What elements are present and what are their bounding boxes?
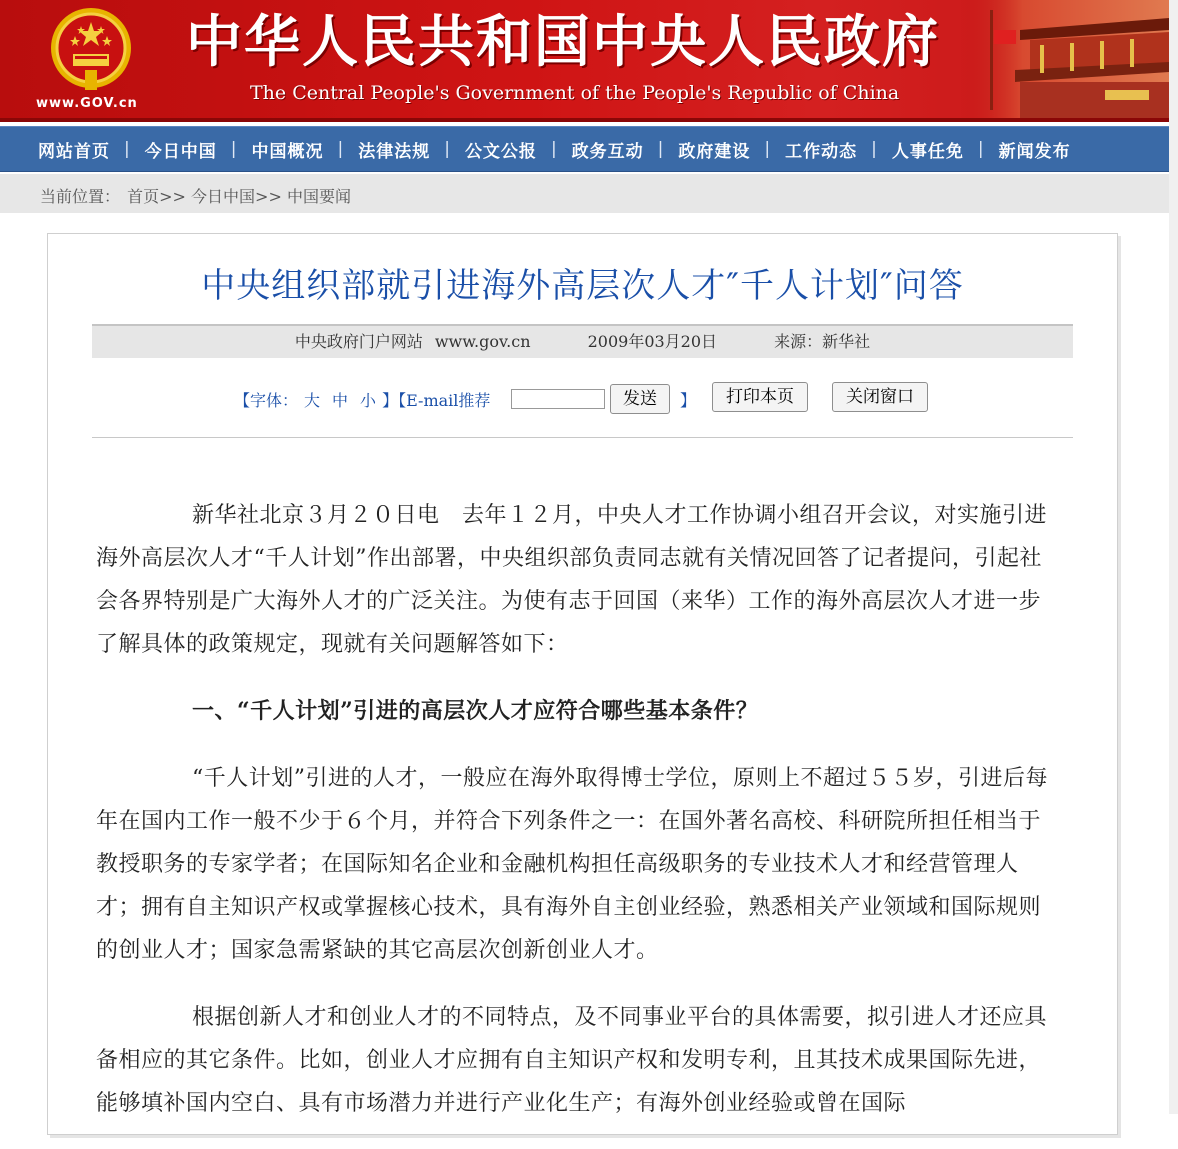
article-title: 中央组织部就引进海外高层次人才″千人计划″问答 (201, 266, 964, 306)
tiananmen-gate-icon (960, 0, 1169, 122)
meta-source: 来源：新华社 (774, 332, 871, 351)
nav-item-work-news[interactable]: 工作动态 | (785, 139, 878, 162)
meta-portal: 中央政府门户网站 (294, 332, 423, 351)
article-box (47, 233, 1118, 1135)
site-title: 中华人民共和国中央人民政府 (186, 10, 940, 75)
breadcrumb-label: 当前位置： (40, 187, 121, 206)
nav-item-documents[interactable]: 公文公报 | (464, 139, 558, 162)
email-input[interactable] (511, 389, 605, 409)
email-recommend-label: 【E-mail推荐 (398, 391, 491, 410)
nav-item-interaction[interactable]: 政务互动 | (571, 139, 665, 162)
font-large-link[interactable]: 大 (304, 391, 321, 410)
breadcrumb-today-china[interactable]: 今日中国>> (191, 187, 282, 206)
article-body (96, 494, 1062, 1149)
font-medium-link[interactable]: 中 (332, 391, 349, 410)
scrollbar-edge (1169, 0, 1178, 1114)
meta-date: 2009年03月20日 (587, 332, 718, 351)
paragraph: “千人计划”引进的人才，一般应在海外取得博士学位，原则上不超过５５岁，引进后每年在国内工作一般不少于６个月，并符合下列条件之一：在国外著名高校、科研院所担任相当于教授职务的专家学者；在国际知名企业和金融机构担任高级职务的专业技术人才和经营管理人才；拥有自主知识产权或掌握核心技术，具有海外自主创业经验，熟悉相关产业领域和国际规则的创业人才；国家急需紧缺的其它高层次创新创业人才。 (96, 766, 1048, 963)
nav-item-today-china[interactable]: 今日中国 | (144, 139, 238, 162)
font-small-link[interactable]: 小 (360, 391, 377, 410)
close-window-button[interactable]: 关闭窗口 (832, 382, 928, 412)
nav-item-home[interactable]: 网站首页 | (38, 139, 131, 162)
breadcrumb-home[interactable]: 首页>> (127, 187, 186, 206)
divider (92, 437, 1073, 438)
site-subtitle: The Central People's Government of the People's Republic of China (250, 82, 900, 104)
nav-item-appointments[interactable]: 人事任免 | (891, 139, 985, 162)
send-button[interactable]: 发送 (610, 384, 670, 414)
site-banner (0, 0, 1169, 122)
nav-item-press[interactable]: 新闻发布 (998, 141, 1071, 162)
nav-item-government[interactable]: 政府建设 | (678, 139, 772, 162)
national-emblem-icon (45, 4, 137, 94)
main-nav (0, 126, 1169, 172)
breadcrumb-china-news[interactable]: 中国要闻 (286, 187, 351, 206)
meta-url: www.gov.cn (434, 332, 531, 351)
section-heading: 一、“千人计划”引进的高层次人才应符合哪些基本条件？ (192, 698, 759, 724)
paragraph: 根据创新人才和创业人才的不同特点，及不同事业平台的具体需要，拟引进人才还应具备相应的其它条件。比如，创业人才应拥有自主知识产权和发明专利，且其技术成果国际先进，能够填补国内空白、具有市场潜力并进行产业化生产；有海外创业经验或曾在国际 (96, 1005, 1048, 1116)
banner-bottom-strip (0, 118, 1169, 122)
site-url: www.GOV.cn (36, 96, 138, 111)
print-page-button[interactable]: 打印本页 (712, 382, 808, 412)
article-tools: 【字体： 大 中 小 】【E-mail推荐 发送 】 打印本页 关闭窗口 (48, 380, 1117, 416)
breadcrumb (0, 174, 1169, 213)
paragraph: 新华社北京３月２０日电 去年１２月，中央人才工作协调小组召开会议，对实施引进海外高层次人才“千人计划”作出部署，中央组织部负责同志就有关情况回答了记者提问，引起社会各界特别是广大海外人才的广泛关注。为使有志于回国（来华）工作的海外高层次人才进一步了解具体的政策规定，现就有关问题解答如下： (96, 503, 1048, 657)
article-meta (92, 324, 1073, 358)
nav-item-china-overview[interactable]: 中国概况 | (251, 139, 345, 162)
nav-item-laws[interactable]: 法律法规 | (358, 139, 451, 162)
